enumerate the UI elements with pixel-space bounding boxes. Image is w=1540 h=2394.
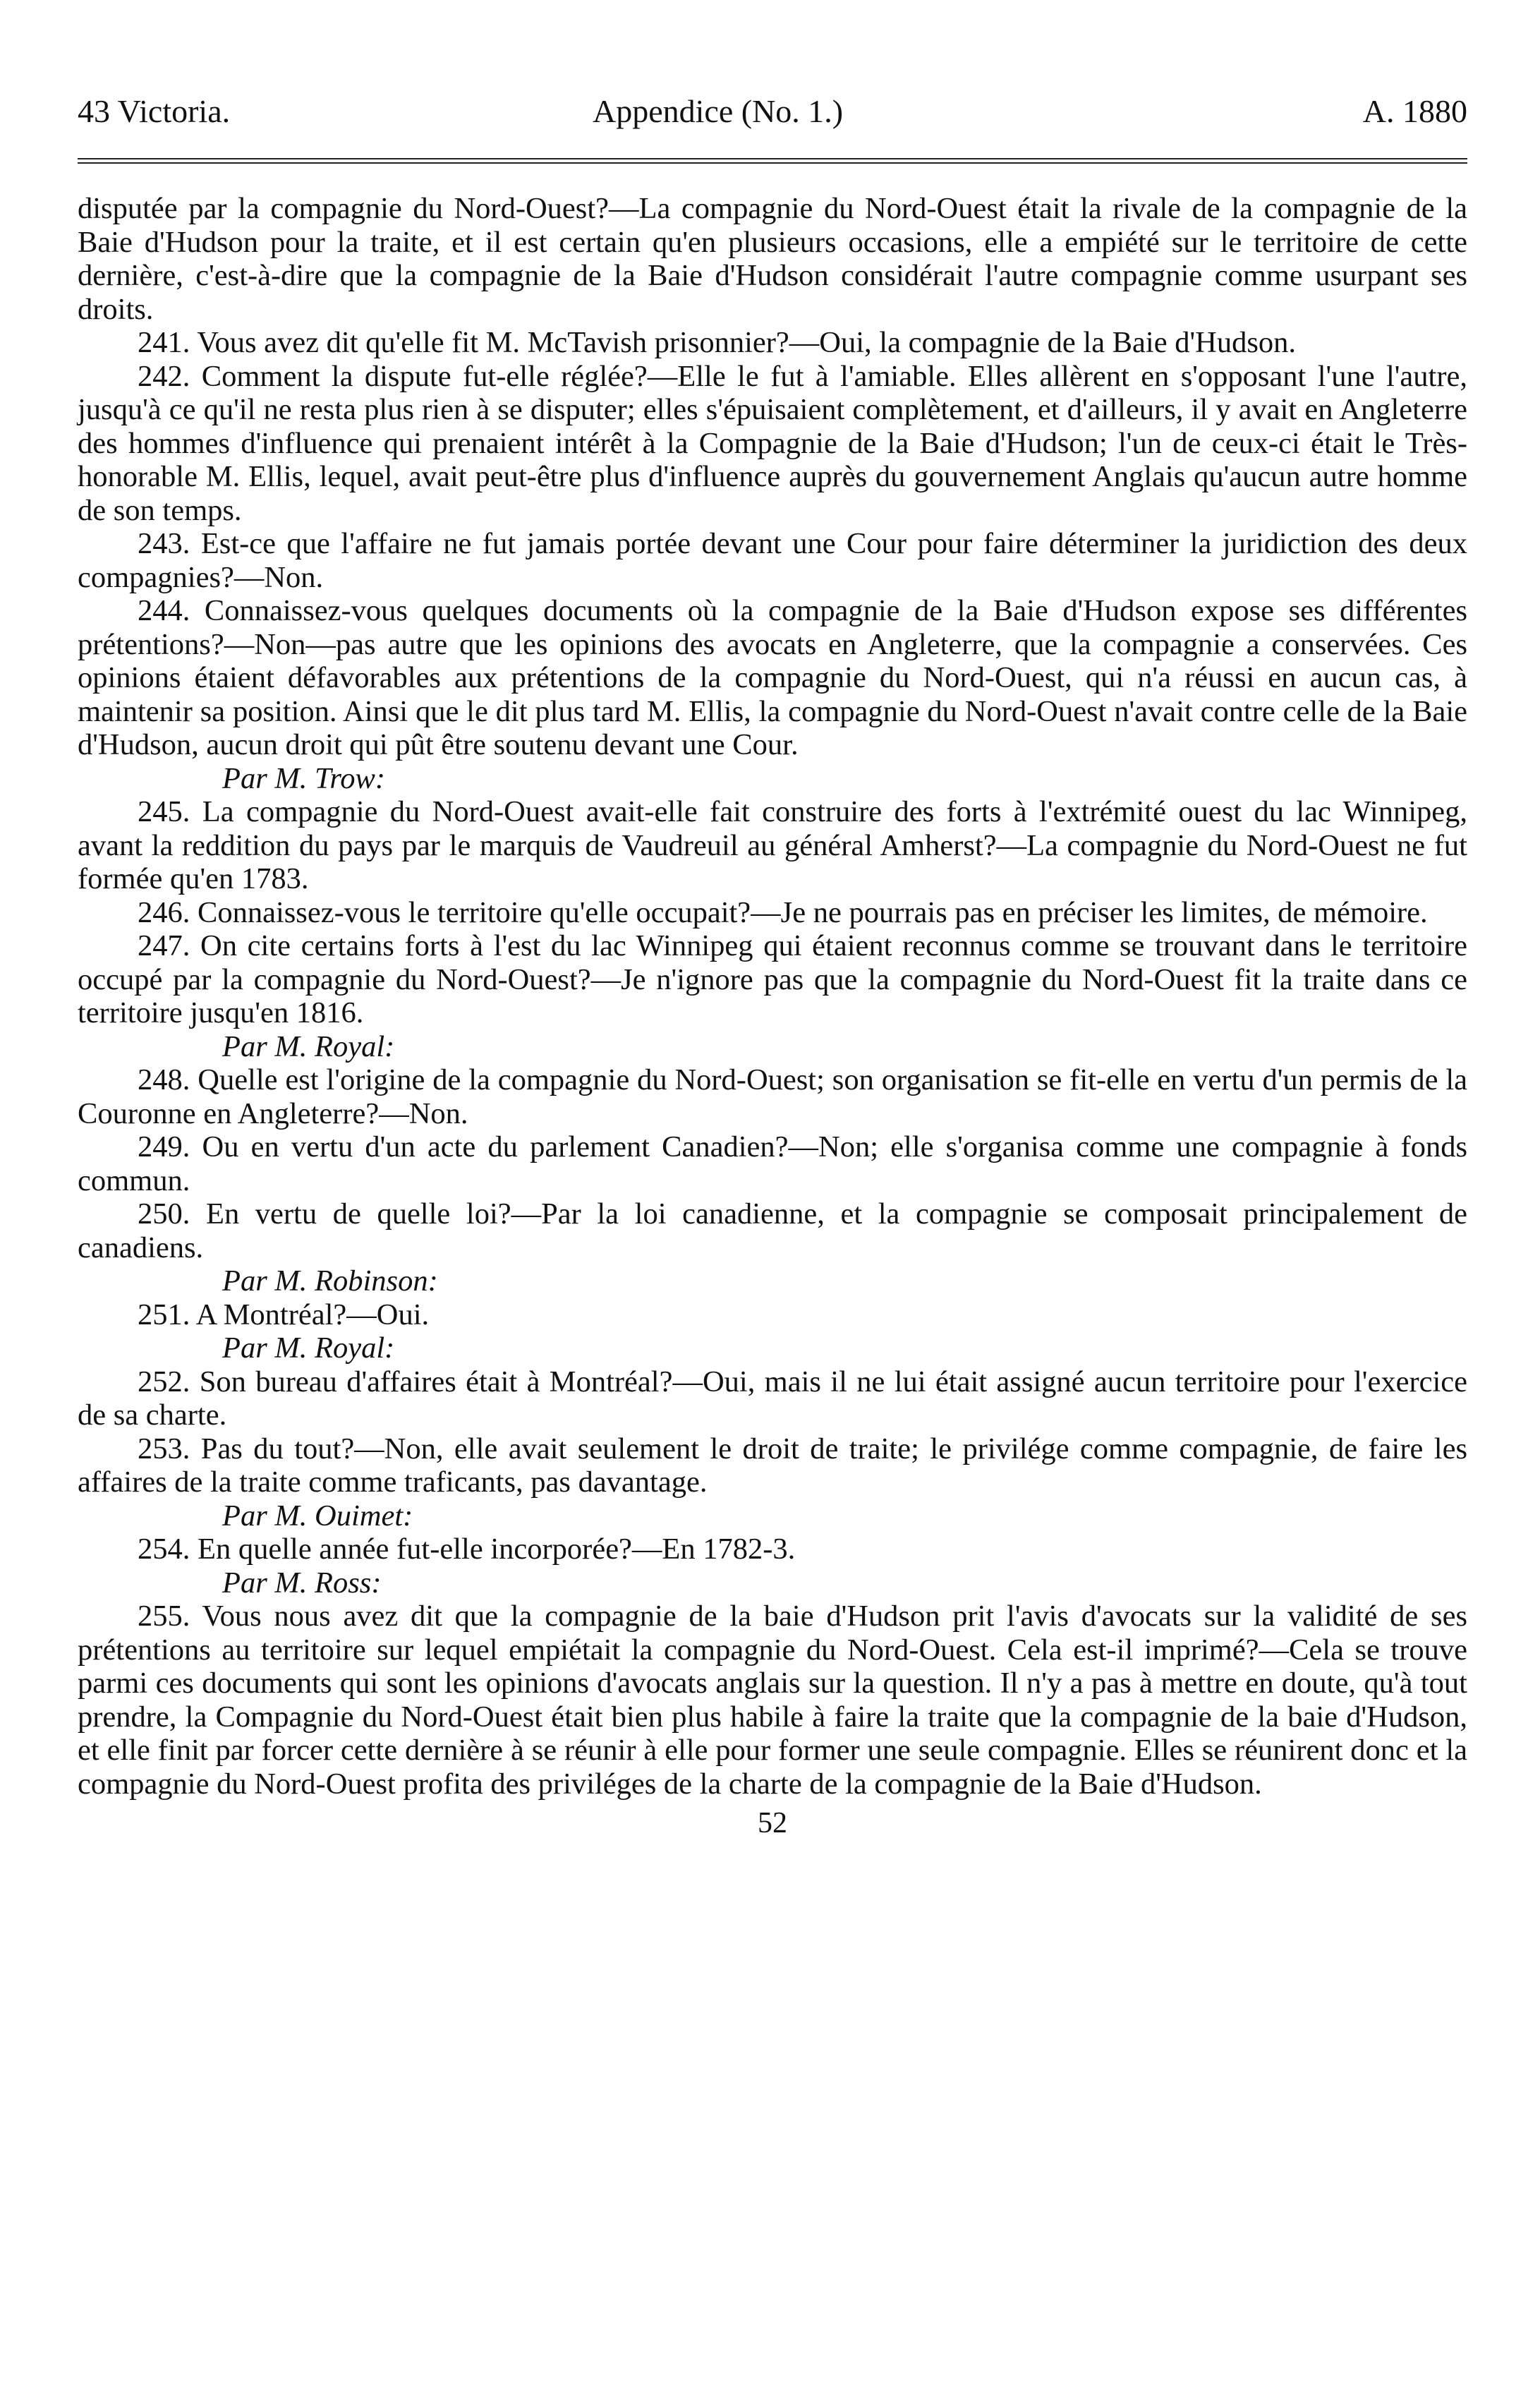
testimony-paragraph: 249. Ou en vertu d'un acte du parlement Canadien?—Non; elle s'organisa comme une compagnie à fonds commun. [78, 1130, 1467, 1197]
speaker-heading: Par M. Royal: [222, 1331, 395, 1365]
document-page [78, 83, 1467, 2341]
testimony-paragraph: 241. Vous avez dit qu'elle fit M. McTavish prisonnier?—Oui, la compagnie de la Baie d'Hudson. [138, 326, 1296, 359]
speaker-heading: Par M. Ouimet: [222, 1499, 413, 1532]
header-appendix: Appendice (No. 1.) [593, 93, 844, 129]
header-year: A. 1880 [1362, 93, 1467, 129]
testimony-paragraph: 251. A Montréal?—Oui. [138, 1298, 430, 1331]
header-volume: 43 Victoria. [78, 93, 231, 129]
testimony-paragraph: disputée par la compagnie du Nord-Ouest?—La compagnie du Nord-Ouest était la rivale de la compagnie de la Baie d'Hudson pour la traite, et il est certain qu'en plusieurs occasions, elle a empiété sur le territoire de cette dernière, c'est-à-dire que la compagnie de la Baie d'Hudson considérait l'autre compagnie comme usurpant ses droits. [78, 192, 1467, 326]
testimony-paragraph: 244. Connaissez-vous quelques documents où la compagnie de la Baie d'Hudson expose ses différentes prétentions?—Non—pas autre que les opinions des avocats en Angleterre, que la compagnie a conservées. Ces opinions étaient défavorables aux prétentions de la compagnie du Nord-Ouest, qui n'a réussi en aucun cas, à maintenir sa position. Ainsi que le dit plus tard M. Ellis, la compagnie du Nord-Ouest n'avait contre celle de la Baie d'Hudson, aucun droit qui pût être soutenu devant une Cour. [78, 594, 1467, 761]
testimony-paragraph: 252. Son bureau d'affaires était à Montréal?—Oui, mais il ne lui était assigné aucun territoire pour l'exercice de sa charte. [78, 1365, 1467, 1432]
testimony-paragraph: 245. La compagnie du Nord-Ouest avait-elle fait construire des forts à l'extrémité ouest du lac Winnipeg, avant la reddition du pays par le marquis de Vaudreuil au général Amherst?—La compagnie du Nord-Ouest ne fut formée qu'en 1783. [78, 795, 1467, 895]
page-number: 52 [758, 1807, 787, 1839]
running-header [78, 83, 1467, 140]
speaker-heading: Par M. Royal: [222, 1029, 395, 1063]
testimony-paragraph: 242. Comment la dispute fut-elle réglée?—Elle le fut à l'amiable. Elles allèrent en s'opposant l'une l'autre, jusqu'à ce qu'il ne resta plus rien à se disputer; elles s'épuisaient complètement, et d'ailleurs, il y avait en Angleterre des hommes d'influence qui prenaient intérêt à la Compagnie de la Baie d'Hudson; l'un de ceux-ci était le Très-honorable M. Ellis, lequel, avait peut-être plus d'influence auprès du gouvernement Anglais qu'aucun autre homme de son temps. [78, 359, 1467, 527]
testimony-paragraph: 243. Est-ce que l'affaire ne fut jamais portée devant une Cour pour faire déterminer la juridiction des deux compagnies?—Non. [78, 527, 1467, 594]
testimony-paragraph: 254. En quelle année fut-elle incorporée?—En 1782-3. [138, 1532, 796, 1566]
testimony-paragraph: 255. Vous nous avez dit que la compagnie de la baie d'Hudson prit l'avis d'avocats sur la validité de ses prétentions au territoire sur lequel empiétait la compagnie du Nord-Ouest. Cela est-il imprimé?—Cela se trouve parmi ces documents qui sont les opinions d'avocats anglais sur la question. Il n'y a pas à mettre en doute, qu'à tout prendre, la Compagnie du Nord-Ouest était bien plus habile à faire la traite que la compagnie de la baie d'Hudson, et elle finit par forcer cette dernière à se réunir à elle pour former une seule compagnie. Elles se réunirent donc et la compagnie du Nord-Ouest profita des priviléges de la charte de la compagnie de la Baie d'Hudson. [78, 1600, 1467, 1801]
testimony-paragraph: 246. Connaissez-vous le territoire qu'elle occupait?—Je ne pourrais pas en préciser les limites, de mémoire. [138, 895, 1428, 929]
testimony-paragraph: 253. Pas du tout?—Non, elle avait seulement le droit de traite; le privilége comme compagnie, de faire les affaires de la traite comme traficants, pas davantage. [78, 1432, 1467, 1499]
testimony-paragraph: 250. En vertu de quelle loi?—Par la loi canadienne, et la compagnie se composait principalement de canadiens. [78, 1197, 1467, 1264]
body-text [78, 192, 1467, 1801]
header-double-rule [78, 158, 1467, 164]
speaker-heading: Par M. Robinson: [222, 1264, 438, 1298]
testimony-paragraph: 247. On cite certains forts à l'est du lac Winnipeg qui étaient reconnus comme se trouvant dans le territoire occupé par la compagnie du Nord-Ouest?—Je n'ignore pas que la compagnie du Nord-Ouest fit la traite dans ce territoire jusqu'en 1816. [78, 929, 1467, 1029]
speaker-heading: Par M. Ross: [222, 1566, 382, 1600]
testimony-paragraph: 248. Quelle est l'origine de la compagnie du Nord-Ouest; son organisation se fit-elle en vertu d'un permis de la Couronne en Angleterre?—Non. [78, 1063, 1467, 1130]
speaker-heading: Par M. Trow: [222, 761, 386, 795]
